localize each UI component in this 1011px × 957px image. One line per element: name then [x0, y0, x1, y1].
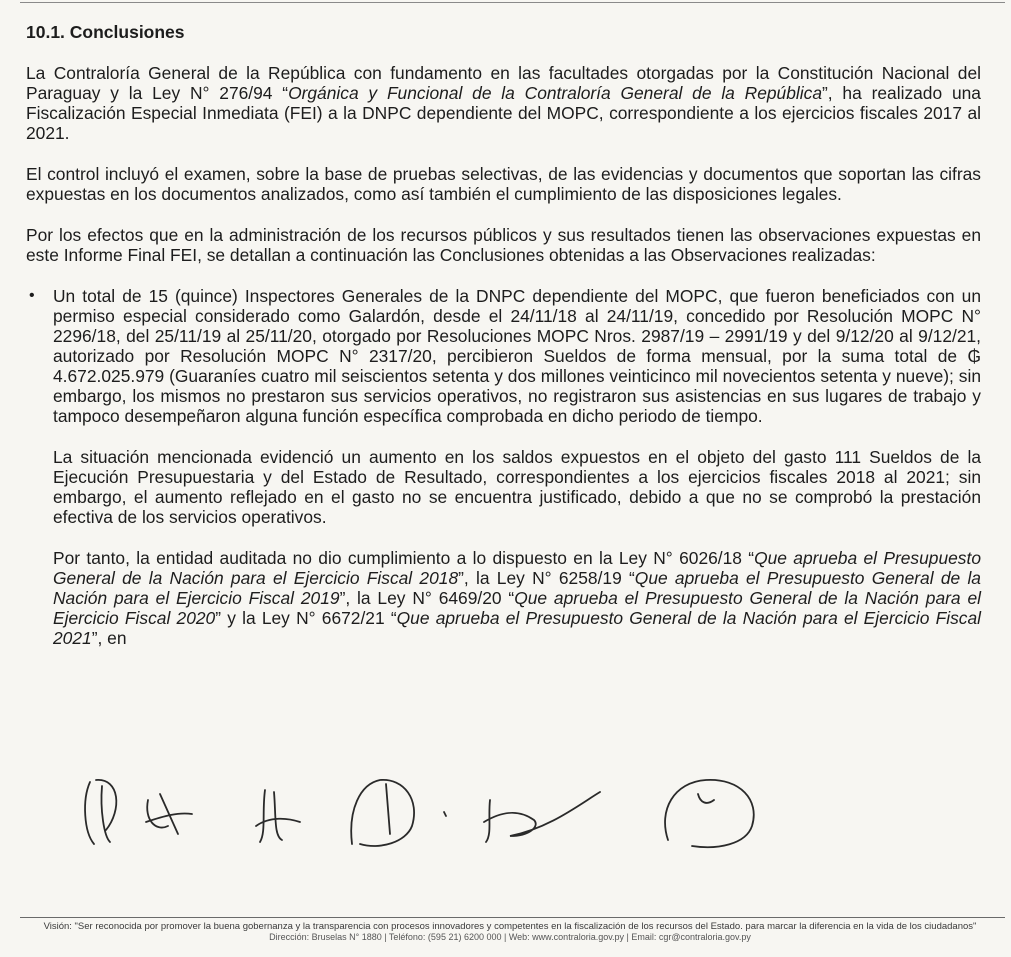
page-footer — [40, 921, 980, 943]
section-heading: 10.1. Conclusiones — [26, 22, 185, 42]
signature-1-icon — [85, 780, 116, 844]
footer-address: Dirección: Bruselas N° 1880 | Teléfono: (595 21) 6200 000 | Web: www.contraloria.gov.py | Email: cgr@contraloria.gov.py — [269, 932, 751, 942]
signature-2-icon — [146, 794, 192, 834]
bullet-paragraph-1: Un total de 15 (quince) Inspectores Generales de la DNPC dependiente del MOPC, que fueron beneficiados con un permiso especial considerado como Galardón, desde el 24/11/18 al 24/11/19, concedido por Resolución MOPC N° 2296/18, del 25/11/19 al 25/11/20, otorgado por Resoluciones MOPC Nros. 2987/19 – 2991/19 y del 9/12/20 al 9/12/21, autorizado por Resolución MOPC N° 2317/20, percibieron Sueldos de forma mensual, por la suma total de ₲ 4.672.025.979 (Guaraníes cuatro mil seiscientos setenta y dos millones veinticinco mil novecientos setenta y nueve); sin embargo, los mismos no prestaron sus servicios operativos, no registraron sus asistencias en sus lugares de trabajo y tampoco desempeñaron alguna función específica comprobada en dicho periodo de tiempo. — [53, 286, 981, 426]
signature-4-icon — [351, 780, 446, 846]
paragraph-control: El control incluyó el examen, sobre la base de pruebas selectivas, de las evidencias y documentos que soportan las cifras expuestas en los documentos analizados, como así también el cumplimiento de las disposiciones legales. — [26, 164, 981, 204]
bullet-icon: • — [29, 287, 35, 304]
conclusion-bullet — [26, 286, 981, 648]
bullet-paragraph-3: Por tanto, la entidad auditada no dio cumplimiento a lo dispuesto en la Ley N° 6026/18 “Que aprueba el Presupuesto General de la Nación para el Ejercicio Fiscal 2018”, la Ley N° 6258/19 “Que aprueba el Presupuesto General de la Nación para el Ejercicio Fiscal 2019”, la Ley N° 6469/20 “Que aprueba el Presupuesto General de la Nación para el Ejercicio Fiscal 2020” y la Ley N° 6672/21 “Que aprueba el Presupuesto General de la Nación para el Ejercicio Fiscal 2021”, en — [53, 548, 982, 648]
signature-5-icon — [484, 792, 600, 842]
footer-divider — [20, 917, 1005, 918]
paragraph-intro: La Contraloría General de la República con fundamento en las facultades otorgadas por la Constitución Nacional del Paraguay y la Ley N° 276/94 “Orgánica y Funcional de la Contraloría General de la República”, ha realizado una Fiscalización Especial Inmediata (FEI) a la DNPC dependiente del MOPC, correspondiente a los ejercicios fiscales 2017 al 2021. — [26, 63, 981, 143]
bullet-paragraph-2: La situación mencionada evidenció un aumento en los saldos expuestos en el objeto del gasto 111 Sueldos de la Ejecución Presupuestaria y del Estado de Resultado, correspondientes a los ejercicios fiscales 2018 al 2021; sin embargo, el aumento reflejado en el gasto no se encuentra justificado, debido a que no se comprobó la prestación efectiva de los servicios operativos. — [53, 447, 981, 527]
footer-vision: Visión: "Ser reconocida por promover la buena gobernanza y la transparencia con procesos innovadores y competentes en la fiscalización de los recursos del Estado. para marcar la diferencia en la vida de los ciudadanos" — [43, 921, 977, 932]
paragraph-effects: Por los efectos que en la administración de los recursos públicos y sus resultados tienen las observaciones expuestas en este Informe Final FEI, se detallan a continuación las Conclusiones obtenidas a las Observaciones realizadas: — [26, 225, 981, 265]
document-body — [26, 22, 981, 669]
top-divider — [20, 2, 1005, 3]
signatures-area — [60, 770, 820, 850]
signature-6-icon — [665, 780, 754, 847]
signature-3-icon — [256, 790, 300, 842]
